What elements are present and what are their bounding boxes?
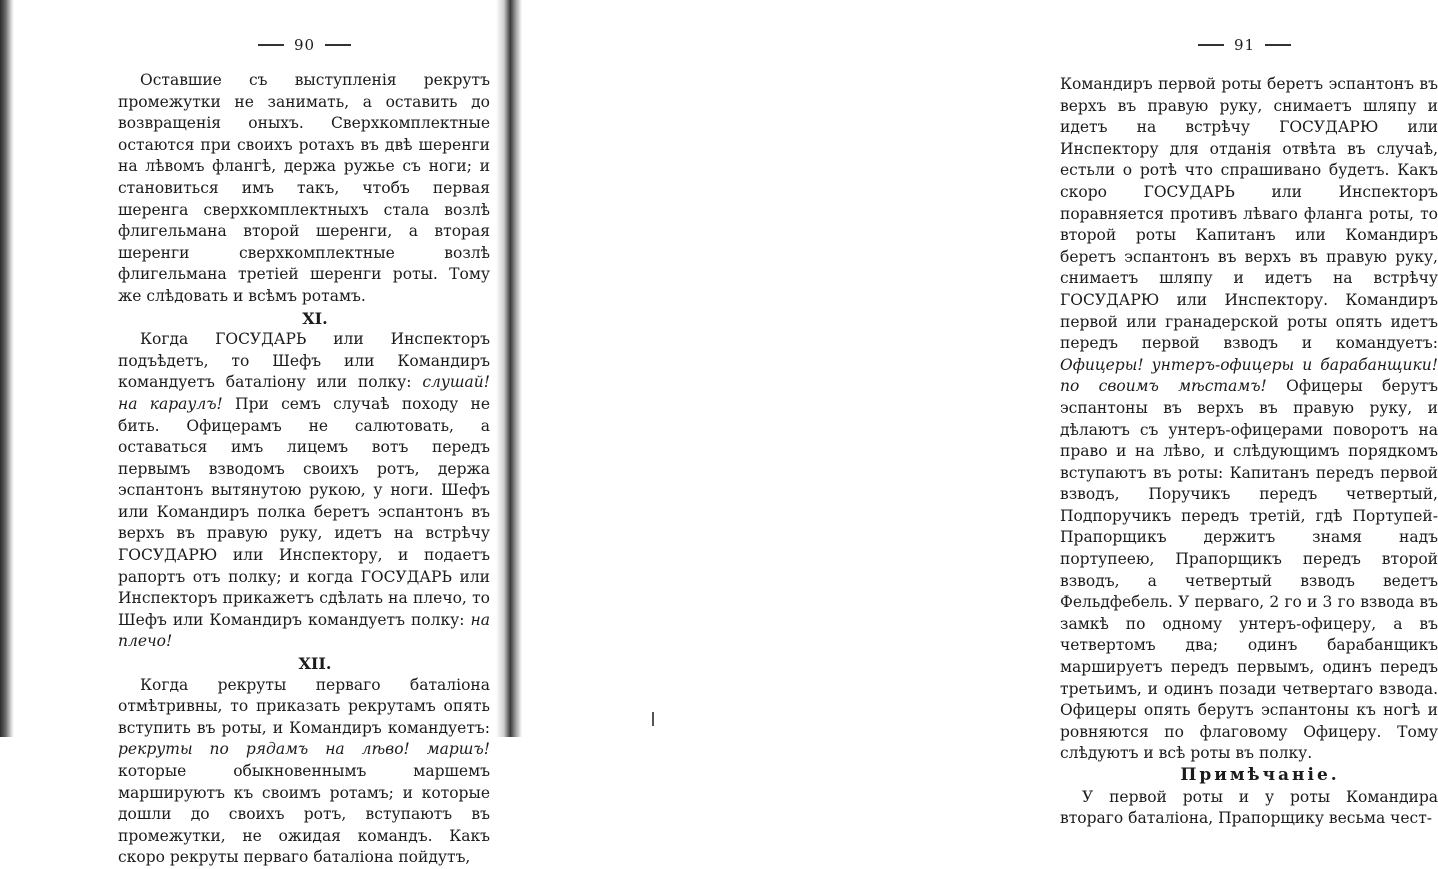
paragraph-text: Офицеры берутъ эспантоны въ верхъ въ правую руку, и дѣлаютъ съ унтеръ-офицерами поворотъ на право и на лѣво, и слѣдующимъ порядкомъ вступаютъ въ роты: Капитанъ передъ первой взводъ, Поручикъ передъ четвертый, Подпоручикъ передъ третiй, гдѣ Портупей-Прапорщикъ держитъ знамя надъ портупеею, Прапорщикъ передъ второй взводъ, а четвертый взводъ ведетъ Фельдфебель. У перваго, 2 го и 3 го взвода въ замкѣ по одному унтеръ-офицеру, а въ четвертомъ два; одинъ барабанщикъ маршируетъ передъ первымъ, одинъ передъ третьимъ, и одинъ позади четвертаго взвода. Офицеры опять берутъ эспантоны къ ногѣ и ровняются по флаговому Офицеру. Тому слѣдуютъ и всѣ роты въ полку. — [1060, 377, 1438, 763]
section-heading-xi: XI. — [302, 308, 328, 328]
right-page — [508, 0, 1438, 828]
section-heading-xii: XII. — [298, 654, 332, 674]
header-rule — [258, 44, 284, 46]
command-text: Офицеры! унтеръ-офицеры и барабанщики! по своимъ мѣстамъ! — [1060, 355, 1438, 396]
paragraph — [118, 329, 490, 653]
left-page-number: 90 — [294, 36, 316, 54]
paragraph-text: Командиръ первой роты беретъ эспантонъ въ верхъ въ правую руку, снимаетъ шляпу и идетъ на встрѣчу ГОСУДАРЮ или Инспектору для отданія отвѣта въ случаѣ, естьли о ротѣ что спрашивано будетъ. Какъ скоро ГОСУДАРЬ или Инспекторъ поравняется противъ лѣваго фланга роты, то второй роты Капитанъ или Командиръ беретъ эспантонъ въ верхъ въ правую руку, снимаетъ шляпу и идетъ на встрѣчу ГОСУДАРЮ или Инспектору. Командиръ первой или гранадерской роты опять идетъ передъ первой взводъ и командуетъ: — [1060, 75, 1438, 353]
right-page-text — [1060, 74, 1438, 830]
paragraph-text: При семъ случаѣ походу не бить. Офицерамъ не салютовать, а оставаться имъ лицемъ вотъ передъ первымъ взводомъ своихъ ротъ, держа эспантонъ вытянутою рукою, у ноги. Шефъ или Командиръ полка беретъ эспантонъ въ верхъ въ правую руку, идетъ на встрѣчу ГОСУДАРЮ или Инспектору, и подаетъ рапортъ отъ полку; и когда ГОСУДАРЬ или Инспекторъ прикажетъ сдѣлать на плечо, то Шефъ или Командиръ командуетъ полку: — [118, 394, 490, 629]
left-page-text — [118, 70, 490, 869]
left-page — [0, 0, 508, 867]
header-rule — [1265, 44, 1291, 46]
left-page-header — [258, 36, 351, 54]
note-heading: Примѣчаніе. — [1180, 765, 1340, 785]
header-rule — [1198, 44, 1224, 46]
paragraph-text: которые обыкновеннымъ маршемъ маршируютъ къ своимъ ротамъ; и которые дошли до своихъ ротъ, вступаютъ въ промежутки, не ожидая командъ. Какъ скоро рекруты перваго баталiона пойдутъ, — [118, 762, 490, 867]
command-text: слушай! на караулъ! — [118, 373, 490, 413]
paragraph — [118, 675, 490, 869]
right-page-header — [1198, 36, 1291, 54]
paragraph: Оставшие съ выступленія рекрутъ промежутки не занимать, а оставить до возвращенія оныхъ. Сверхкомплектные остаются при своихъ ротахъ въ двѣ шеренги на лѣвомъ флангѣ, держа ружье съ ноги; и становиться имъ такъ, чтобъ первая шеренга сверхкомплектныхъ стала возлѣ флигельмана второй шеренги, а вторая шеренги сверхкомплектные возлѣ флигельмана третiей шеренги роты. Тому же слѣдовать и всѣмъ ротамъ. — [118, 71, 490, 305]
right-page-number: 91 — [1234, 36, 1256, 54]
paragraph-text: Когда ГОСУДАРЬ или Инспекторъ подъѣдетъ, то Шефъ или Командиръ командуетъ баталiону или полку: — [118, 330, 490, 392]
command-text: на плечо! — [118, 610, 490, 651]
command-text: рекруты по рядамъ на лѣво! маршъ! — [118, 740, 490, 759]
paragraph — [1060, 74, 1438, 765]
print-mark — [652, 712, 654, 726]
header-rule — [325, 44, 351, 46]
note-paragraph: У первой роты и у роты Командира втораго баталiона, Прапорщику весьма чест- — [1060, 787, 1438, 828]
paragraph-text: Когда рекруты перваго баталiона отмѣтривны, то приказать рекрутамъ опять вступить въ роты, и Командиръ командуетъ: — [118, 675, 490, 737]
